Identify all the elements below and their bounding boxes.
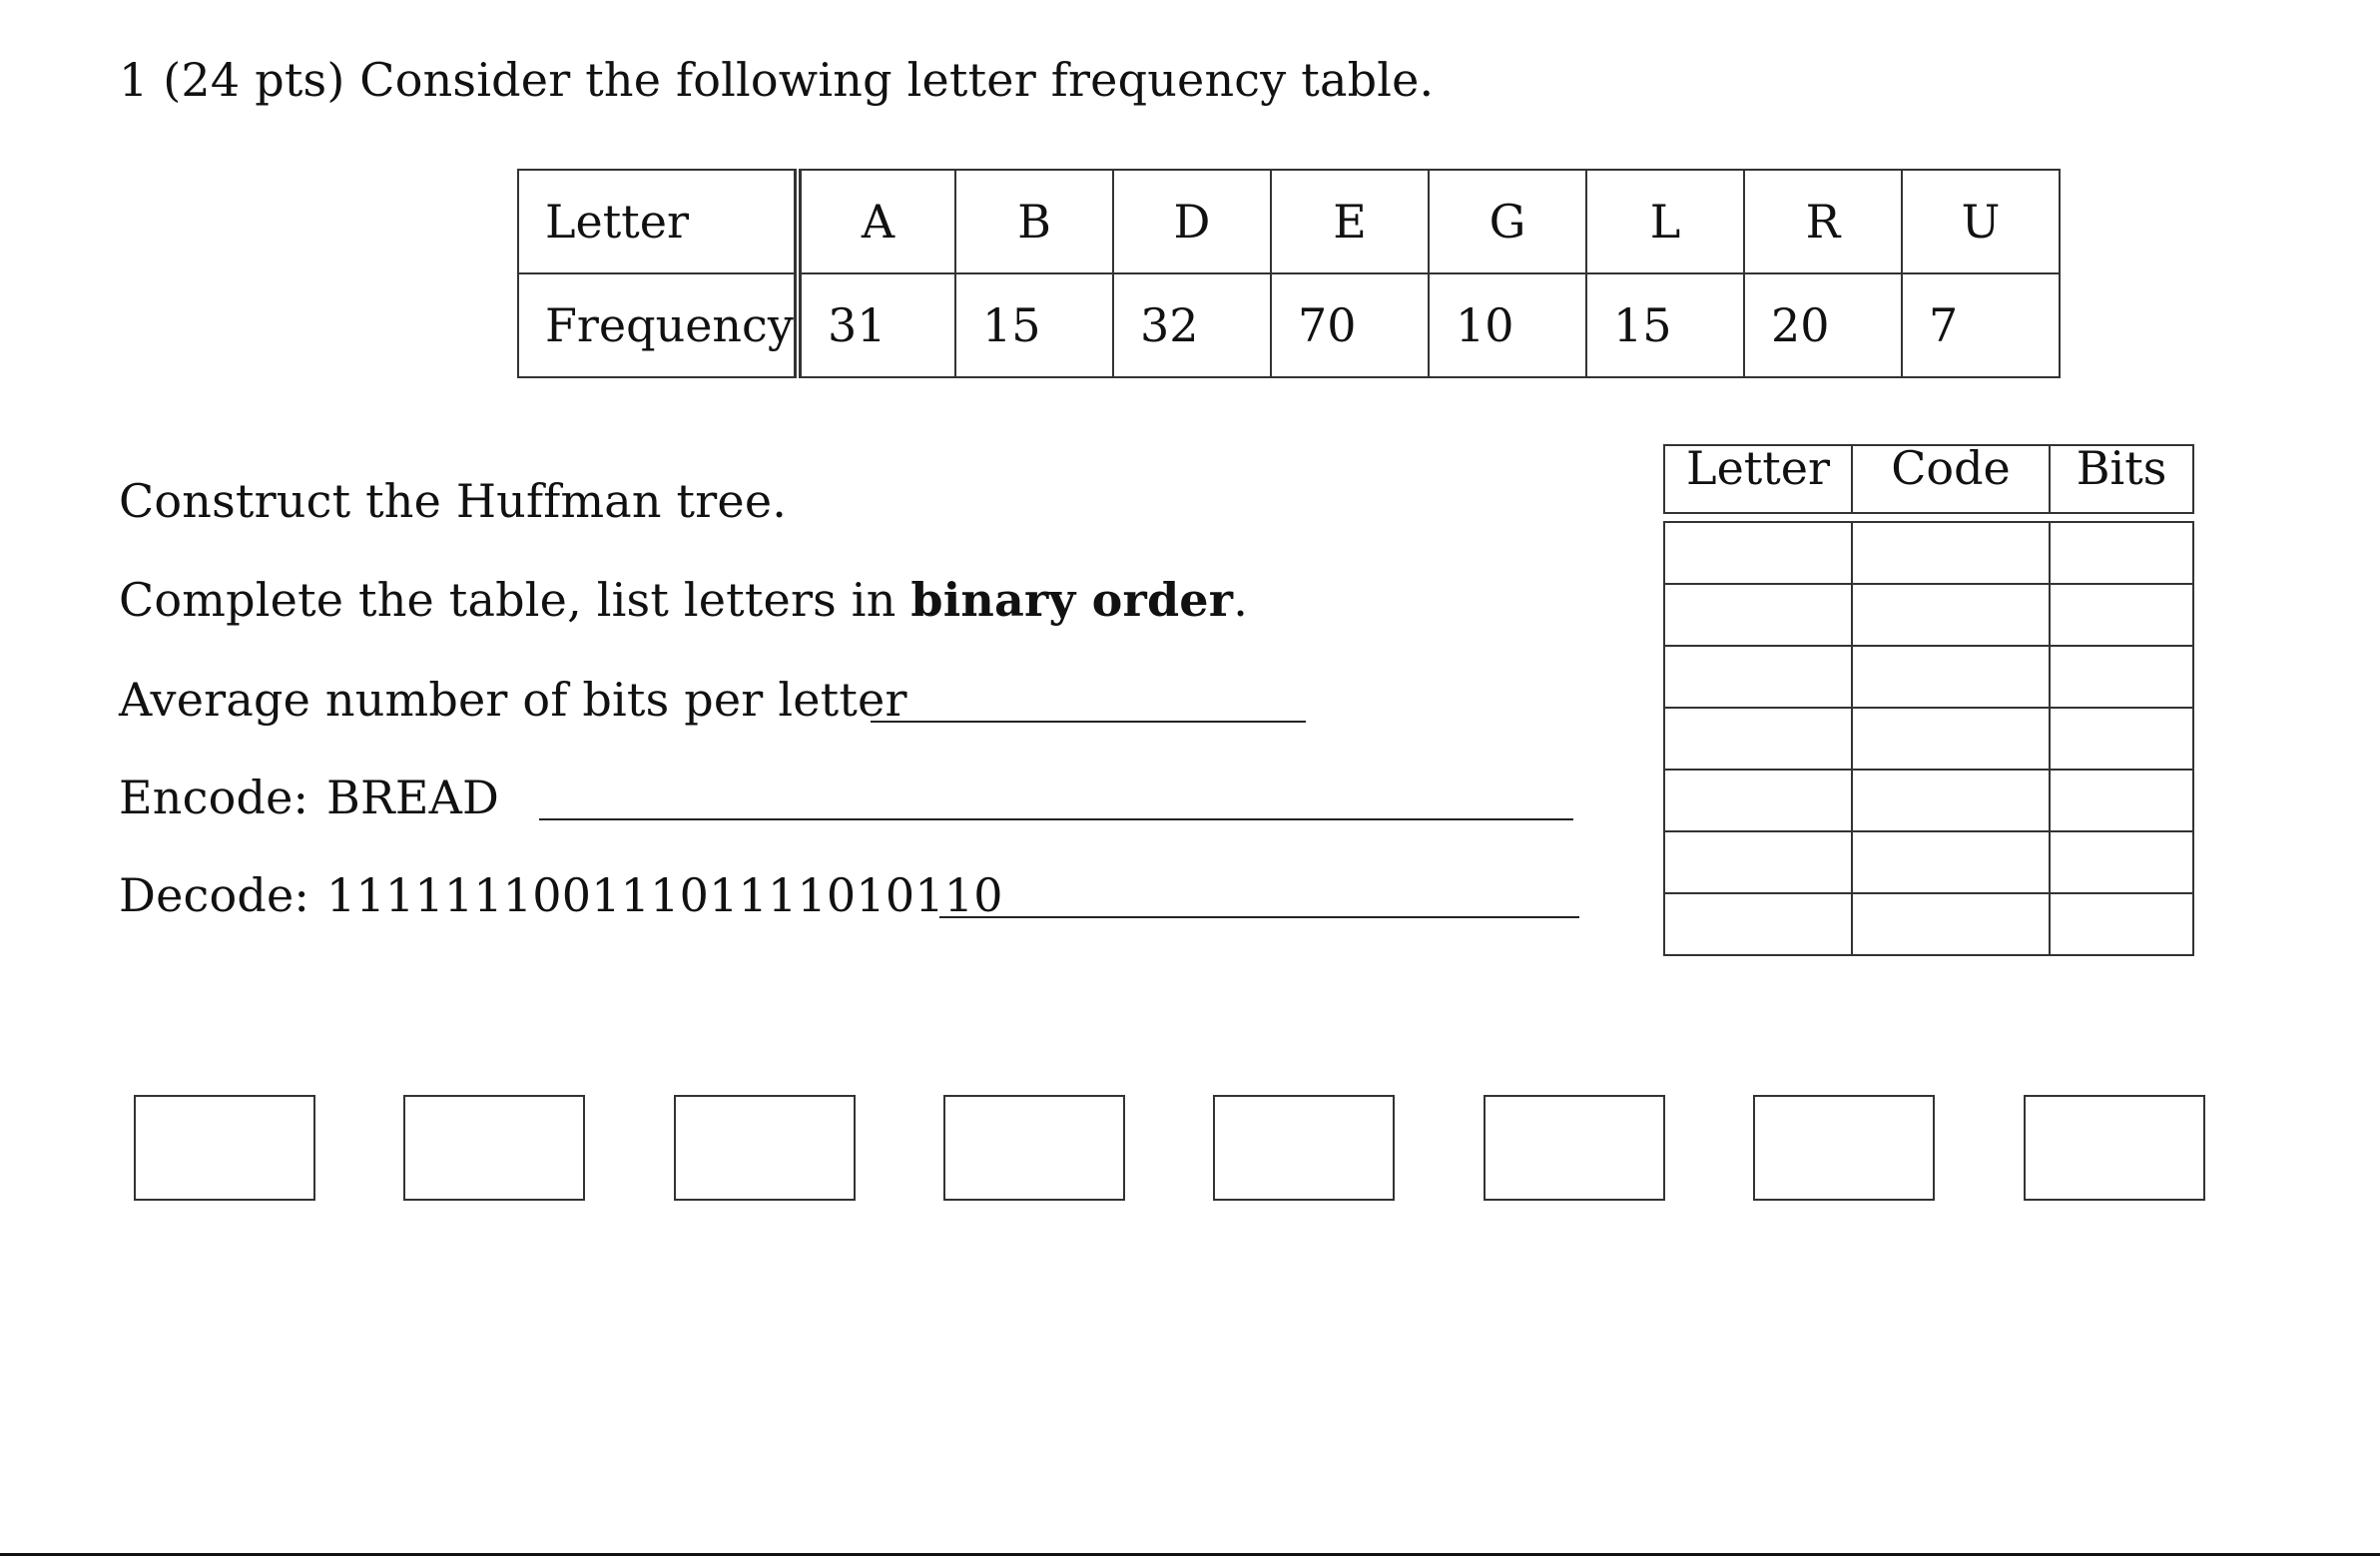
complete-suffix: . bbox=[1233, 573, 1249, 627]
bits-entry-cell[interactable] bbox=[2050, 893, 2193, 955]
bits-entry-cell[interactable] bbox=[2050, 831, 2193, 893]
bits-entry-cell[interactable] bbox=[2050, 770, 2193, 831]
encode-label: Encode: bbox=[119, 771, 309, 824]
frequency-cell: 10 bbox=[1429, 273, 1586, 377]
code-header-letter: Letter bbox=[1664, 445, 1852, 513]
bits-entry-cell[interactable] bbox=[2050, 646, 2193, 708]
code-header-code: Code bbox=[1852, 445, 2050, 513]
letter-cell: U bbox=[1902, 170, 2060, 273]
decode-bits: 11111110011101111010110 bbox=[326, 868, 1003, 922]
frequency-cell: 20 bbox=[1744, 273, 1902, 377]
code-entry-cell[interactable] bbox=[1852, 770, 2050, 831]
code-entry-cell[interactable] bbox=[1852, 522, 2050, 584]
code-entry-cell[interactable] bbox=[1852, 831, 2050, 893]
code-table-row bbox=[1664, 770, 2193, 831]
letter-row-label: Letter bbox=[518, 170, 798, 273]
letter-cell: G bbox=[1429, 170, 1586, 273]
code-table-row bbox=[1664, 522, 2193, 584]
tree-leaf-box[interactable] bbox=[1753, 1095, 1935, 1201]
letter-entry-cell[interactable] bbox=[1664, 831, 1852, 893]
tree-leaf-box[interactable] bbox=[403, 1095, 585, 1201]
tree-leaf-box[interactable] bbox=[134, 1095, 315, 1201]
average-answer-line[interactable] bbox=[871, 721, 1306, 723]
letter-entry-cell[interactable] bbox=[1664, 522, 1852, 584]
code-table-row bbox=[1664, 893, 2193, 955]
question-heading: 1 (24 pts) Consider the following letter frequency table. bbox=[119, 53, 1435, 107]
code-table-row bbox=[1664, 708, 2193, 770]
letter-cell: E bbox=[1271, 170, 1429, 273]
letter-cell: B bbox=[955, 170, 1113, 273]
code-table-row bbox=[1664, 831, 2193, 893]
decode-label: Decode: bbox=[119, 868, 310, 922]
construct-instruction: Construct the Huffman tree. bbox=[119, 474, 788, 528]
letter-entry-cell[interactable] bbox=[1664, 584, 1852, 646]
code-table-body bbox=[1663, 521, 2194, 956]
code-table-header bbox=[1663, 441, 2194, 514]
complete-prefix: Complete the table, list letters in bbox=[119, 573, 911, 627]
letter-entry-cell[interactable] bbox=[1664, 770, 1852, 831]
average-bits-prompt: Average number of bits per letter bbox=[119, 673, 907, 727]
code-entry-cell[interactable] bbox=[1852, 708, 2050, 770]
letter-row bbox=[518, 170, 2060, 273]
frequency-cell: 15 bbox=[955, 273, 1113, 377]
frequency-row-label: Frequency bbox=[518, 273, 798, 377]
bits-entry-cell[interactable] bbox=[2050, 584, 2193, 646]
code-header-bits: Bits bbox=[2050, 445, 2193, 513]
frequency-cell: 70 bbox=[1271, 273, 1429, 377]
encode-answer-line[interactable] bbox=[539, 818, 1573, 820]
frequency-cell: 31 bbox=[798, 273, 955, 377]
binary-order-emphasis: binary order bbox=[910, 573, 1234, 627]
code-entry-cell[interactable] bbox=[1852, 646, 2050, 708]
code-entry-cell[interactable] bbox=[1852, 584, 2050, 646]
frequency-row bbox=[518, 273, 2060, 377]
bits-entry-cell[interactable] bbox=[2050, 708, 2193, 770]
code-table-row bbox=[1664, 584, 2193, 646]
tree-leaf-box[interactable] bbox=[2024, 1095, 2205, 1201]
letter-entry-cell[interactable] bbox=[1664, 646, 1852, 708]
letter-cell: R bbox=[1744, 170, 1902, 273]
frequency-cell: 32 bbox=[1113, 273, 1271, 377]
complete-table-instruction bbox=[119, 572, 1248, 628]
code-entry-cell[interactable] bbox=[1852, 893, 2050, 955]
page-bottom-rule bbox=[0, 1553, 2380, 1556]
code-table-row bbox=[1664, 646, 2193, 708]
encode-word: BREAD bbox=[326, 771, 500, 824]
decode-answer-line[interactable] bbox=[939, 916, 1579, 918]
frequency-cell: 15 bbox=[1586, 273, 1744, 377]
tree-leaf-box[interactable] bbox=[1213, 1095, 1395, 1201]
letter-entry-cell[interactable] bbox=[1664, 893, 1852, 955]
letter-cell: D bbox=[1113, 170, 1271, 273]
letter-cell: L bbox=[1586, 170, 1744, 273]
tree-leaf-box[interactable] bbox=[1484, 1095, 1665, 1201]
tree-leaf-box[interactable] bbox=[674, 1095, 856, 1201]
letter-cell: A bbox=[798, 170, 955, 273]
letter-entry-cell[interactable] bbox=[1664, 708, 1852, 770]
bits-entry-cell[interactable] bbox=[2050, 522, 2193, 584]
letter-frequency-table bbox=[517, 169, 2061, 378]
frequency-cell: 7 bbox=[1902, 273, 2060, 377]
tree-leaf-box[interactable] bbox=[943, 1095, 1125, 1201]
